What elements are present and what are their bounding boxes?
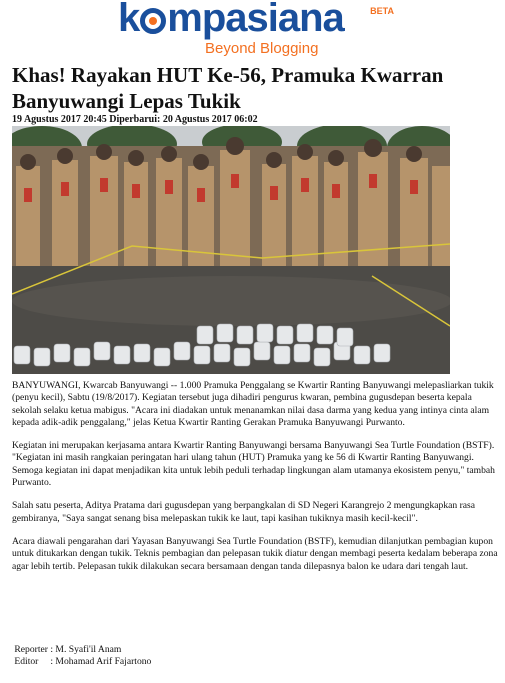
article-photo (12, 126, 450, 374)
site-logo[interactable] (118, 2, 400, 60)
reporter-credit: Reporter : M. Syafi'il Anam (12, 644, 122, 655)
logo-o-icon (140, 8, 166, 34)
beta-badge: BETA (370, 6, 394, 16)
article-dateline: 19 Agustus 2017 20:45 Diperbarui: 20 Agustus 2017 06:02 (12, 114, 258, 125)
article-paragraph: Kegiatan ini merupakan kerjasama antara Kwartir Ranting Banyuwangi bersama Banyuwangi Sea Turtle Foundation (BSTF). "Kegiatan ini masih rangkaian peringatan hari ulang tahun (HUT) Pramuka yang ke 56 di Kwartir Ranting Banyuwangi. Semoga kegiatan ini dapat menjadikan kita untuk lebih peduli terhadap lingkungan alam utamanya ekosistem penyu," tambah Purwanto. (12, 440, 495, 489)
logo-tagline: Beyond Blogging (205, 40, 319, 57)
article-body (12, 380, 498, 584)
editor-credit: Editor : Mohamad Arif Fajartono (12, 656, 152, 667)
logo-wordmark: k mpasiana (118, 0, 344, 40)
article-paragraph: Salah satu peserta, Aditya Pratama dari gugusdepan yang berpangkalan di SD Negeri Karangrejo 2 mengungkapkan rasa gembiranya, "Saya sangat senang bisa melepaskan tukik ke laut, tapi kasihan tukiknya masih kecil-kecil". (12, 500, 476, 524)
article-credits (12, 644, 151, 668)
article-paragraph: BANYUWANGI, Kwarcab Banyuwangi -- 1.000 Pramuka Penggalang se Kwartir Ranting Banyuwangi melepasliarkan tukik (penyu kecil), Sabtu (19/8/2017). Kegiatan tersebut juga dihadiri pengurus kwaran, pembina gugusdepan beserta kepala sekolah selaku ketua mabigus. "Acara ini diadakan untuk menanamkan nilai dasa darma yang kedua yang intinya cinta alam kepada adik-adik penggalang," jelas Ketua Kwartir Ranting Gerakan Pramuka Banyuwangi Purwanto. (12, 380, 494, 428)
article-paragraph: Acara diawali pengarahan dari Yayasan Banyuwangi Sea Turtle Foundation (BSTF), kemudian dilanjutkan pembagian kupon untuk ditukarkan dengan tukik. Teknis pembagian dan pelepasan tukik diatur dengan membagi peserta kedalam beberapa zona agar lebih tertib. Pelepasan tukik dilakukan secara bersamaan dengan tanda dilepasnya balon ke udara dari tengah laut. (12, 535, 498, 572)
article-title: Khas! Rayakan HUT Ke-56, Pramuka Kwarran Banyuwangi Lepas Tukik (12, 63, 444, 113)
